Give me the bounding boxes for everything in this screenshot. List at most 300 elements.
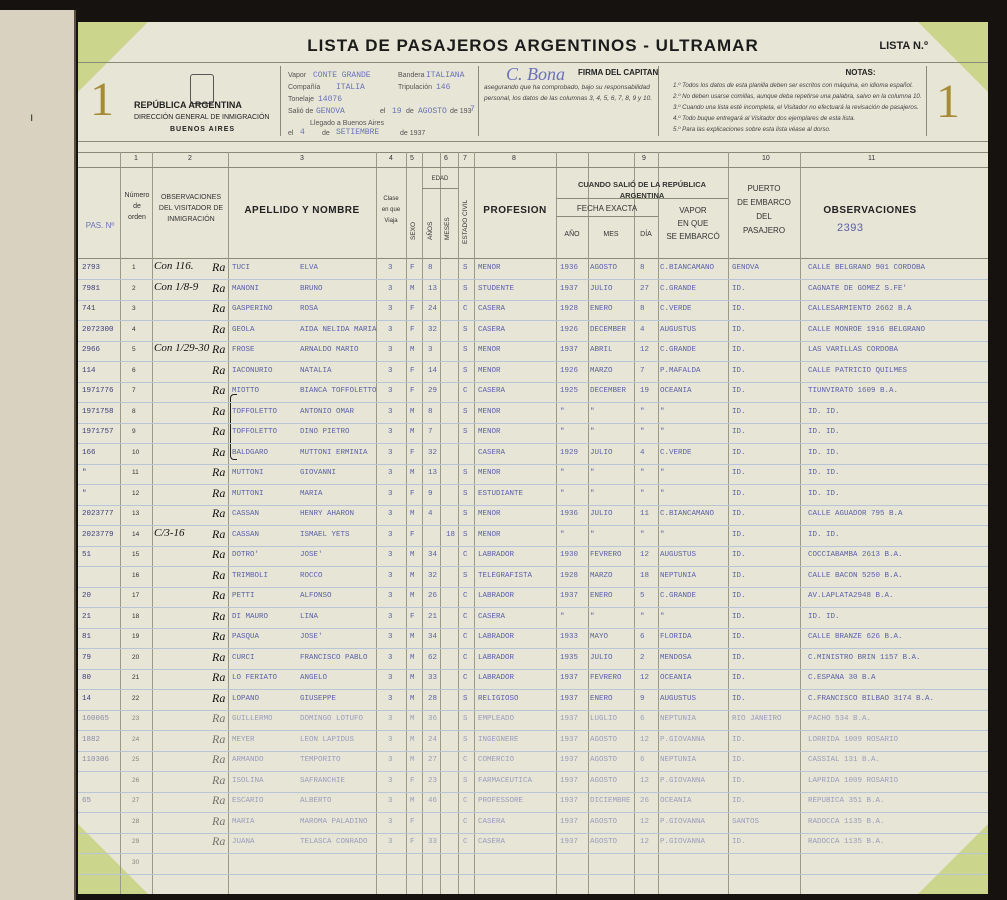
cell-meses: 18	[446, 530, 456, 539]
cell-ra: Ra	[212, 711, 226, 725]
cell-clase: 3	[388, 407, 393, 416]
cell-mes: AGOSTO	[590, 756, 618, 764]
cell-anos: 34	[428, 633, 438, 641]
cell-sexo: M	[410, 346, 415, 354]
table-row	[78, 546, 988, 567]
cell-ano: 1926	[560, 325, 579, 334]
cell-nombre: SAFRANCHIE	[300, 776, 346, 785]
cell-obs: Con 1/29-30	[154, 342, 210, 354]
cell-vapor: P.MAFALDA	[660, 366, 701, 375]
cell-mes: AGOSTO	[590, 817, 618, 826]
cell-n: 7	[132, 387, 136, 394]
cell-n: 16	[132, 571, 140, 579]
llegado-day: 4	[300, 128, 305, 137]
ano-header: AÑO	[564, 231, 580, 238]
cell-vapor: P.GIOVANNA	[660, 735, 706, 744]
salio-month: AGOSTO	[418, 107, 447, 116]
cell-sexo: F	[410, 838, 415, 846]
cell-pas: 160065	[82, 715, 110, 723]
cell-n: 26	[132, 776, 140, 784]
cell-anos: 32	[428, 571, 438, 580]
cell-mes: JULIO	[590, 448, 613, 457]
cell-vapor: OCEANIA	[660, 674, 692, 682]
cell-n: 18	[132, 612, 140, 620]
cell-dia: 4	[640, 448, 645, 457]
cell-vapor: MENDOSA	[660, 653, 692, 662]
cell-nombre: ANGELO	[300, 674, 328, 682]
cell-civil: S	[463, 735, 468, 744]
table-row	[78, 731, 988, 752]
cell-n: 9	[132, 428, 136, 435]
cell-ra: Ra	[212, 506, 226, 520]
cell-mes: "	[590, 530, 595, 539]
cell-nombre: GIOVANNI	[300, 469, 337, 477]
cell-nombre: GIUSEPPE	[300, 694, 337, 703]
table-row	[78, 854, 988, 875]
cell-prof: MENOR	[478, 366, 501, 375]
column-number: 11	[868, 155, 876, 162]
cell-ano: 1937	[560, 715, 579, 723]
cell-obsv: REPUBICA 351 B.A.	[808, 797, 885, 805]
table-row	[78, 423, 988, 444]
cell-apellido: MUTTONI	[232, 469, 264, 477]
table-row	[78, 403, 988, 424]
cell-clase: 3	[388, 633, 393, 641]
cell-vapor: "	[660, 612, 665, 621]
cell-sexo: M	[410, 694, 415, 703]
cell-mes: JULIO	[590, 653, 613, 662]
firma-text: asegurando que ha comprobado, bajo su responsabilidad personal, los datos de las columnas 3, 4, 5, 6, 7, 8, 9 y 10.	[484, 84, 653, 102]
cell-nombre: LEON LAPIDUS	[300, 735, 355, 744]
cell-apellido: GEOLA	[232, 325, 255, 334]
anos-header: AÑOS	[427, 221, 434, 240]
cell-n: 25	[132, 756, 140, 763]
cell-puerto: ID.	[732, 469, 746, 477]
cell-ra: Ra	[212, 485, 226, 500]
cell-nombre: JOSE'	[300, 551, 323, 559]
cell-puerto: ID.	[732, 530, 746, 539]
cell-dia: 12	[640, 551, 650, 559]
cell-anos: 24	[428, 735, 438, 744]
cell-anos: 9	[428, 489, 433, 498]
cell-prof: CASERA	[478, 305, 506, 313]
cell-sexo: M	[410, 469, 415, 477]
cell-ra: Ra	[212, 465, 226, 479]
table-row	[78, 710, 988, 731]
cell-obs: Con 116.	[154, 260, 194, 272]
cell-mes: "	[590, 407, 595, 416]
column-number-rule	[78, 167, 988, 168]
cell-prof: LABRADOR	[478, 592, 515, 600]
cell-mes: MARZO	[590, 366, 613, 375]
city-label: BUENOS AIRES	[170, 126, 236, 133]
cell-sexo: F	[410, 387, 415, 395]
table-row	[78, 792, 988, 813]
cell-nombre: TEMPORITO	[300, 756, 341, 764]
cell-anos: 32	[428, 448, 438, 457]
cell-dia: "	[640, 489, 645, 498]
cell-anos: 8	[428, 264, 433, 272]
cell-vapor: AUGUSTUS	[660, 694, 697, 703]
cell-n: 6	[132, 366, 136, 374]
cell-vapor: C.GRANDE	[660, 284, 697, 293]
cell-obsv: ID. ID.	[808, 428, 840, 436]
cell-puerto: RIO JANEIRO	[732, 715, 782, 723]
cell-dia: 12	[640, 674, 650, 682]
cell-clase: 3	[388, 264, 393, 272]
table-row	[78, 485, 988, 506]
cell-puerto: ID.	[732, 346, 746, 354]
fecha-rule	[556, 216, 658, 217]
nota-3: 3.º Cuando una lista esté incompleta, el Visitador no efectuará la revisación de pasajeros.	[673, 104, 919, 111]
cell-sexo: M	[410, 592, 415, 600]
nota-4: 4.º Todo buque entregará al Visitador dos ejemplares de esta lista.	[673, 115, 856, 122]
cell-puerto: ID.	[732, 407, 746, 416]
cell-dia: 6	[640, 715, 645, 723]
cell-ra: Ra	[212, 342, 226, 356]
cell-vapor: OCEANIA	[660, 797, 692, 805]
cell-mes: MARZO	[590, 571, 613, 580]
cell-puerto: ID.	[732, 325, 746, 334]
cell-n: 30	[132, 858, 140, 866]
edad-header: EDAD	[431, 176, 449, 182]
pas-header: PAS. Nº	[85, 221, 115, 230]
vapor-label: Vapor	[288, 72, 307, 79]
cell-ra: Ra	[212, 547, 226, 561]
cell-ano: "	[560, 530, 565, 539]
puerto-header: PUERTO DE EMBARCO DEL PASAJERO	[737, 184, 791, 235]
cell-mes: ENERO	[590, 592, 613, 600]
cell-prof: STUDENTE	[478, 284, 515, 293]
cell-sexo: F	[410, 530, 415, 539]
cell-ano: 1937	[560, 592, 579, 600]
cell-ano: 1926	[560, 366, 579, 375]
cell-mes: FEVRERO	[590, 551, 622, 559]
cell-dia: 12	[640, 346, 650, 354]
cell-n: 20	[132, 653, 140, 661]
cell-nombre: FRANCISCO PABLO	[300, 653, 368, 662]
left-page-edge	[0, 10, 76, 900]
nota-5: 5.º Para las explicaciones sobre esta lista véase al dorso.	[673, 126, 831, 133]
cell-n: 2	[132, 284, 136, 292]
table-row	[78, 813, 988, 834]
cell-prof: RELIGIOSO	[478, 694, 519, 703]
cell-civil: S	[463, 264, 468, 272]
cuando-salio-rule	[556, 198, 728, 199]
cell-ano: 1937	[560, 776, 579, 785]
compania-value: ITALIA	[336, 83, 365, 92]
notas-label: NOTAS:	[845, 68, 876, 77]
cell-ano: 1928	[560, 305, 579, 313]
cell-apellido: CASSAN	[232, 510, 260, 518]
cell-vapor: "	[660, 407, 665, 416]
cell-obsv: RADOCCA 1135 B.A.	[808, 817, 885, 826]
cell-anos: 28	[428, 694, 438, 703]
cell-anos: 62	[428, 653, 438, 662]
cell-pas: 741	[82, 305, 96, 313]
cell-civil: C	[463, 838, 468, 846]
cell-mes: ABRIL	[590, 346, 613, 354]
cell-nombre: ISMAEL YETS	[300, 530, 350, 539]
cell-dia: 12	[640, 817, 650, 826]
bandera-label: Bandera	[398, 72, 425, 79]
cell-pas: 7981	[82, 284, 101, 293]
numero-orden-header: Número de orden	[124, 192, 150, 221]
cell-civil: S	[463, 489, 468, 498]
salio-year: 7	[470, 105, 475, 114]
cell-mes: ENERO	[590, 305, 613, 313]
llegado-month: SETIEMBRE	[336, 128, 380, 137]
cell-obsv: ID. ID.	[808, 407, 840, 416]
cell-obsv: RADOCCA 1135 B.A.	[808, 838, 885, 846]
sexo-header: SEXO	[410, 221, 417, 240]
table-row	[78, 362, 988, 383]
dia-header: DÍA	[640, 231, 652, 238]
header-separator	[478, 66, 479, 136]
cell-prof: MENOR	[478, 510, 501, 518]
cell-ra: Ra	[212, 301, 226, 315]
table-row	[78, 300, 988, 321]
cell-clase: 3	[388, 325, 393, 334]
cell-pas: 1971757	[82, 428, 114, 436]
cell-mes: AGOSTO	[590, 776, 618, 785]
cell-apellido: MIOTTO	[232, 387, 260, 395]
cell-n: 22	[132, 694, 140, 702]
cell-puerto: ID.	[732, 510, 746, 518]
cell-ra: Ra	[212, 588, 226, 602]
cell-dia: 12	[640, 776, 650, 785]
cell-anos: 24	[428, 305, 438, 313]
cell-ano: 1937	[560, 817, 579, 826]
cell-ra: Ra	[212, 813, 226, 828]
cell-ra: Ra	[212, 383, 226, 397]
cell-vapor: AUGUSTUS	[660, 551, 697, 559]
cell-puerto: ID.	[732, 756, 746, 764]
cell-clase: 3	[388, 776, 393, 785]
cell-apellido: PASQUA	[232, 633, 260, 641]
cell-anos: 27	[428, 756, 438, 764]
cell-civil: S	[463, 366, 468, 375]
llegado-label: Llegado a Buenos Aires	[310, 120, 384, 127]
table-row	[78, 464, 988, 485]
cell-apellido: MANONI	[232, 284, 260, 293]
cell-dia: 11	[640, 510, 650, 518]
cell-vapor: P.GIOVANNA	[660, 838, 706, 846]
cell-anos: 26	[428, 592, 438, 600]
cell-ra: Ra	[212, 403, 226, 418]
cell-anos: 8	[428, 407, 433, 416]
cell-nombre: ARNALDO MARIO	[300, 346, 359, 354]
cell-sexo: M	[410, 735, 415, 744]
cell-obs: C/3-16	[154, 526, 185, 539]
cell-civil: C	[463, 633, 468, 641]
cell-obsv: CALLE PATRICIO QUILMES	[808, 366, 908, 375]
column-number: 9	[642, 155, 646, 162]
cell-ra: Ra	[212, 670, 226, 684]
cell-puerto: ID.	[732, 612, 746, 621]
cell-clase: 3	[388, 366, 393, 375]
cell-clase: 3	[388, 797, 393, 805]
cell-vapor: "	[660, 428, 665, 436]
cell-ano: "	[560, 469, 565, 477]
column-number: 6	[444, 155, 448, 162]
cell-vapor: OCEANIA	[660, 387, 692, 395]
cell-ano: 1929	[560, 448, 579, 457]
cell-nombre: MUTTONI ERMINIA	[300, 448, 368, 457]
cell-nombre: ANTONIO OMAR	[300, 407, 355, 416]
column-number: 7	[463, 155, 467, 162]
cell-obs: Con 1/8-9	[154, 280, 199, 293]
tripulacion-value: 146	[436, 83, 451, 92]
cell-ano: 1936	[560, 510, 579, 518]
profesion-header: PROFESION	[483, 205, 547, 216]
cell-puerto: ID.	[732, 571, 746, 580]
salio-label: Salió de	[288, 108, 314, 115]
cell-n: 10	[132, 448, 140, 456]
cell-ra: Ra	[212, 834, 226, 848]
cell-sexo: M	[410, 551, 415, 559]
cell-sexo: M	[410, 674, 415, 682]
cell-obsv: LORRIDA 1009 ROSARIO	[808, 735, 899, 744]
table-row	[78, 649, 988, 670]
vapor-value: CONTE GRANDE	[313, 71, 371, 80]
llegado-de: de	[322, 130, 330, 137]
cell-dia: 9	[640, 694, 645, 703]
cell-dia: 6	[640, 756, 645, 764]
cell-mes: ENERO	[590, 694, 613, 703]
cell-pas: 65	[82, 797, 92, 805]
cell-clase: 3	[388, 694, 393, 703]
cell-civil: S	[463, 346, 468, 354]
cell-clase: 3	[388, 387, 393, 395]
cell-obsv: CALLE BACON 5250 B.A.	[808, 571, 903, 580]
cell-nombre: MARIA	[300, 489, 323, 498]
cell-ra: Ra	[212, 362, 226, 377]
cell-vapor: "	[660, 489, 665, 498]
cell-nombre: DINO PIETRO	[300, 428, 350, 436]
cell-nombre: ALFONSO	[300, 592, 332, 600]
cell-mes: DICIEMBRE	[590, 797, 631, 805]
cell-puerto: ID.	[732, 305, 746, 313]
compania-label: Compañía	[288, 84, 321, 91]
cell-vapor: NEPTUNIA	[660, 715, 697, 723]
cell-pas: 20	[82, 592, 92, 600]
cell-obsv: CALLE BRANZE 626 B.A.	[808, 633, 903, 641]
cell-clase: 3	[388, 284, 393, 293]
cell-mes: DECEMBER	[590, 325, 627, 334]
cell-dia: 2	[640, 653, 645, 662]
cell-obsv: ID. ID.	[808, 469, 840, 477]
column-number: 10	[762, 155, 770, 162]
cell-obsv: C.MINISTRO BRIN 1157 B.A.	[808, 653, 921, 662]
lista-number-label: LISTA N.º	[879, 40, 928, 52]
cell-obsv: C.FRANCISCO BILBAO 3174 B.A.	[808, 694, 935, 703]
cell-clase: 3	[388, 592, 393, 600]
cell-civil: S	[463, 469, 468, 477]
cell-nombre: DOMINGO LOTUFO	[300, 715, 364, 723]
cell-n: 1	[132, 264, 136, 271]
cell-sexo: M	[410, 797, 415, 805]
header-separator	[280, 66, 281, 136]
cell-pas: 2793	[82, 264, 101, 272]
salio-year-label: de 193	[450, 108, 472, 115]
cell-pas: 114	[82, 366, 96, 375]
cell-puerto: ID.	[732, 448, 746, 457]
cell-clase: 3	[388, 305, 393, 313]
cell-ano: "	[560, 489, 565, 498]
cell-apellido: MUTTONI	[232, 489, 264, 498]
cell-obsv: C.ESPANA 30 B.A	[808, 674, 876, 682]
cell-ano: 1933	[560, 633, 579, 641]
cell-apellido: JUANA	[232, 838, 255, 846]
cell-anos: 33	[428, 838, 438, 846]
cell-pas: 51	[82, 551, 92, 559]
cell-nombre: NATALIA	[300, 366, 332, 375]
cell-ano: 1928	[560, 571, 579, 580]
cell-puerto: ID.	[732, 735, 746, 744]
cell-ra: Ra	[212, 629, 226, 643]
margin-mark: ı	[30, 110, 34, 124]
cell-mes: FEVRERO	[590, 674, 622, 682]
cell-pas: "	[82, 489, 87, 498]
salio-day: 19	[392, 107, 402, 116]
cell-civil: C	[463, 653, 468, 662]
cell-mes: AGOSTO	[590, 838, 618, 846]
cell-ra: Ra	[212, 260, 226, 274]
cell-puerto: ID.	[732, 797, 746, 805]
cell-obsv: CASSIAL 131 B.A.	[808, 756, 881, 764]
cell-civil: S	[463, 694, 468, 703]
cell-obsv: CALLE AGUADOR 795 B.A	[808, 510, 903, 518]
cell-apellido: GASPERINO	[232, 305, 273, 313]
cell-n: 24	[132, 735, 140, 743]
cell-n: 12	[132, 489, 140, 497]
cell-puerto: ID.	[732, 674, 746, 682]
cell-clase: 3	[388, 674, 393, 682]
cell-anos: 14	[428, 366, 438, 375]
cell-mes: DECEMBER	[590, 387, 627, 395]
cell-prof: MENOR	[478, 407, 501, 416]
cell-ano: "	[560, 407, 565, 416]
cell-dia: 8	[640, 305, 645, 313]
cell-pas: 110306	[82, 756, 110, 764]
llegado-el: el	[288, 130, 294, 137]
estado-civil-header: ESTADO CIVIL	[462, 199, 469, 244]
cell-prof: MENOR	[478, 469, 501, 477]
cell-n: 8	[132, 407, 136, 415]
observaciones-header: OBSERVACIONES	[823, 205, 917, 216]
cell-vapor: C.GRANDE	[660, 346, 697, 354]
cell-mes: JULIO	[590, 284, 613, 293]
cell-prof: MENOR	[478, 346, 501, 354]
cell-ra: Ra	[212, 280, 226, 295]
cell-nombre: HENRY AHARON	[300, 510, 355, 518]
cell-mes: "	[590, 612, 595, 621]
header-separator	[658, 66, 659, 136]
table-row	[78, 608, 988, 629]
cell-clase: 3	[388, 551, 393, 559]
cell-prof: COMERCIO	[478, 756, 515, 764]
cell-civil: C	[463, 305, 468, 313]
cell-dia: 6	[640, 633, 645, 641]
cell-pas: 81	[82, 633, 92, 641]
cell-apellido: MARIA	[232, 817, 255, 826]
document-title: LISTA DE PASAJEROS ARGENTINOS - ULTRAMAR	[307, 36, 759, 55]
cell-sexo: M	[410, 284, 415, 293]
cell-anos: 7	[428, 428, 433, 436]
cell-sexo: M	[410, 428, 415, 436]
column-number: 3	[300, 155, 304, 162]
